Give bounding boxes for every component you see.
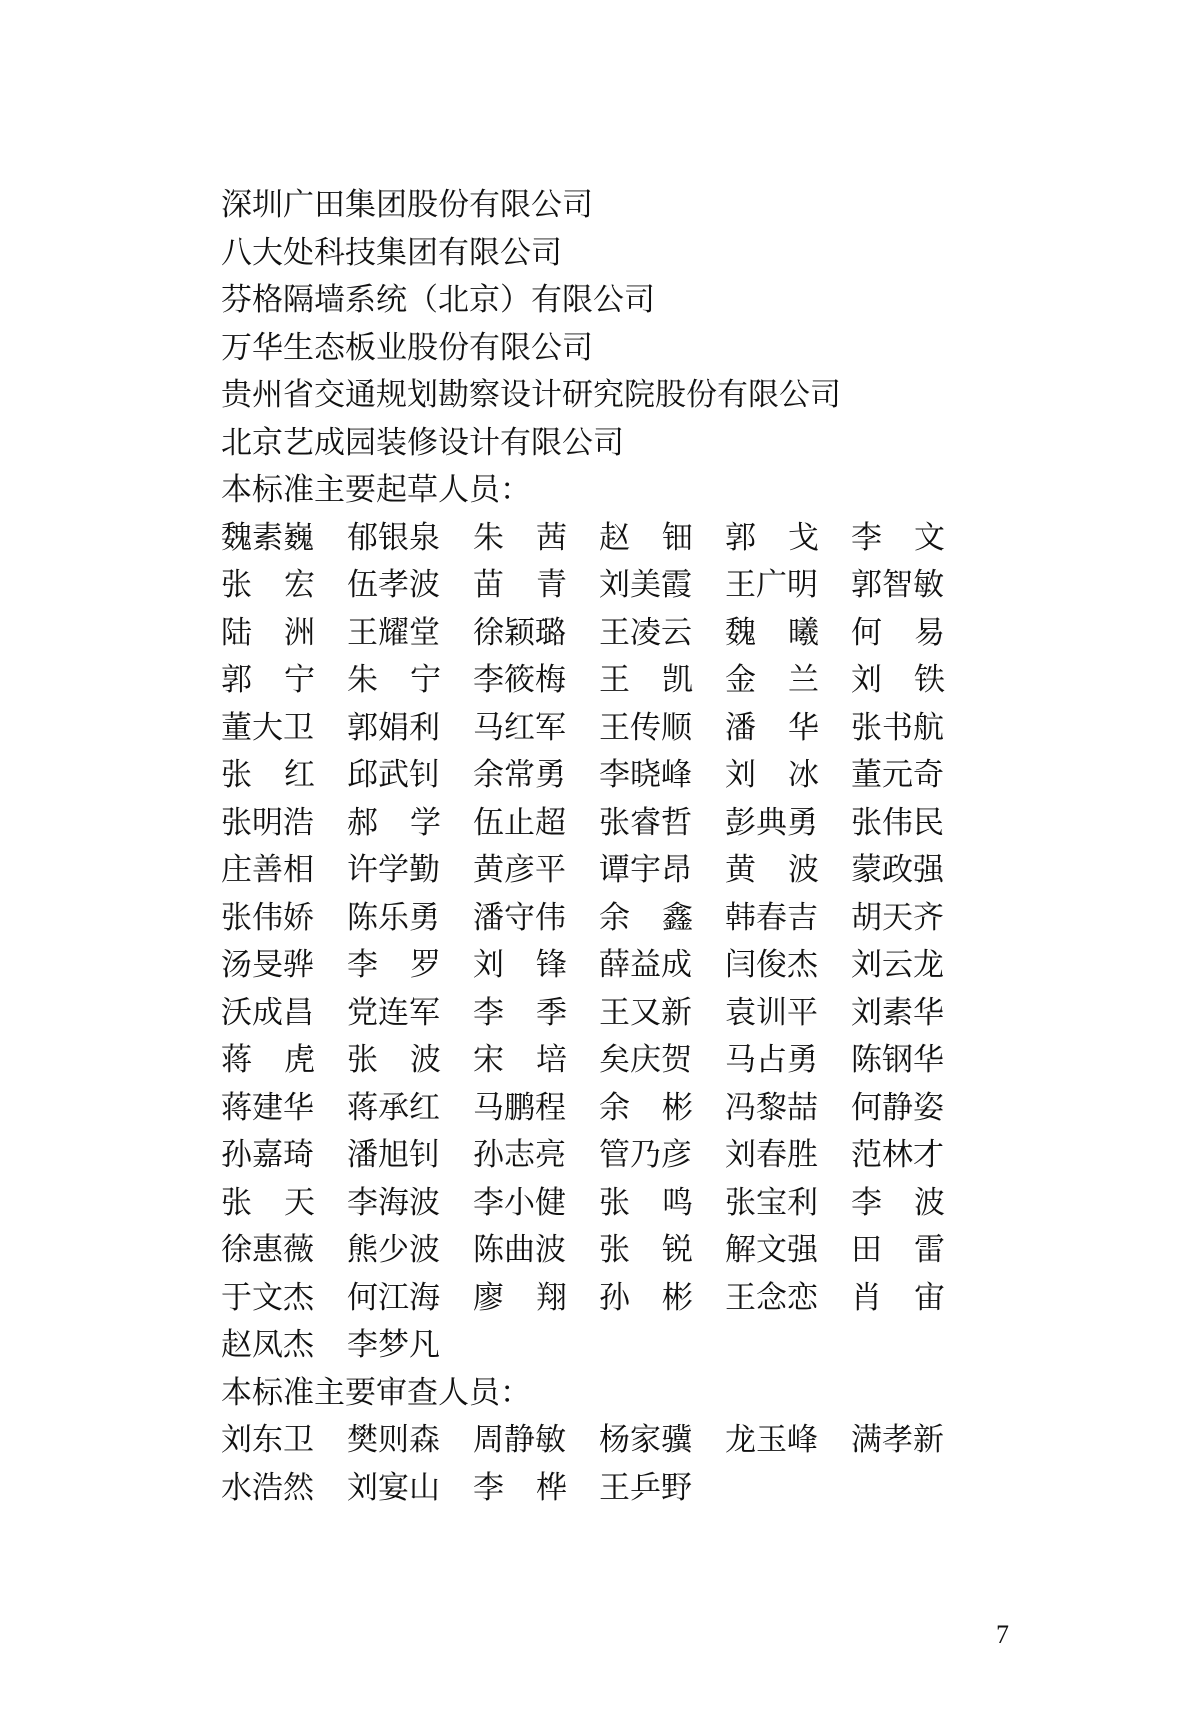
person-name: 周静敏 bbox=[473, 1422, 566, 1458]
company-line: 八大处科技集团有限公司 bbox=[221, 234, 562, 271]
person-name: 郝 学 bbox=[347, 804, 441, 841]
person-name: 张书航 bbox=[851, 709, 944, 746]
drafters-heading: 本标准主要起草人员： bbox=[221, 472, 531, 508]
person-name: 金 兰 bbox=[725, 662, 819, 698]
person-name: 朱 茜 bbox=[473, 519, 567, 556]
person-name: 龙玉峰 bbox=[725, 1422, 818, 1458]
person-name: 孙志亮 bbox=[473, 1137, 566, 1173]
person-name: 李晓峰 bbox=[599, 757, 692, 793]
person-name: 于文杰 bbox=[221, 1279, 314, 1316]
person-name: 王广明 bbox=[725, 567, 818, 603]
person-name: 何江海 bbox=[347, 1279, 440, 1316]
person-name: 陈曲波 bbox=[473, 1232, 566, 1268]
person-name: 矣庆贺 bbox=[599, 1042, 692, 1078]
person-name: 水浩然 bbox=[221, 1469, 314, 1506]
person-name: 袁训平 bbox=[725, 994, 818, 1031]
person-name: 陈钢华 bbox=[851, 1042, 944, 1078]
person-name: 薛益成 bbox=[599, 947, 692, 983]
person-name: 张睿哲 bbox=[599, 804, 692, 841]
person-name: 张 天 bbox=[221, 1184, 315, 1221]
person-name: 肖 宙 bbox=[851, 1279, 945, 1316]
person-name: 蒋承红 bbox=[347, 1089, 440, 1126]
company-line: 万华生态板业股份有限公司 bbox=[221, 329, 593, 366]
person-name: 苗 青 bbox=[473, 567, 567, 603]
person-name: 陈乐勇 bbox=[347, 899, 440, 936]
person-name: 刘东卫 bbox=[221, 1422, 314, 1458]
person-name: 张明浩 bbox=[221, 804, 314, 841]
person-name: 王耀堂 bbox=[347, 614, 440, 651]
person-name: 彭典勇 bbox=[725, 804, 818, 841]
person-name: 刘 锋 bbox=[473, 947, 567, 983]
person-name: 伍孝波 bbox=[347, 567, 440, 603]
person-name: 徐颖璐 bbox=[473, 614, 566, 651]
person-name: 李小健 bbox=[473, 1184, 566, 1221]
company-line: 北京艺成园装修设计有限公司 bbox=[221, 424, 624, 461]
person-name: 黄 波 bbox=[725, 852, 819, 888]
person-name: 韩春吉 bbox=[725, 899, 818, 936]
person-name: 张 红 bbox=[221, 757, 315, 793]
reviewers-heading: 本标准主要审查人员： bbox=[221, 1374, 531, 1411]
person-name: 郭智敏 bbox=[851, 567, 944, 603]
person-name: 刘素华 bbox=[851, 994, 944, 1031]
person-name: 张伟娇 bbox=[221, 899, 314, 936]
person-name: 马占勇 bbox=[725, 1042, 818, 1078]
person-name: 王念恋 bbox=[725, 1279, 818, 1316]
person-name: 孙嘉琦 bbox=[221, 1137, 314, 1173]
person-name: 郭娟利 bbox=[347, 709, 440, 746]
person-name: 赵 钿 bbox=[599, 519, 693, 556]
person-name: 黄彦平 bbox=[473, 852, 566, 888]
person-name: 蒋 虎 bbox=[221, 1042, 315, 1078]
person-name: 管乃彦 bbox=[599, 1137, 692, 1173]
person-name: 闫俊杰 bbox=[725, 947, 818, 983]
person-name: 范林才 bbox=[851, 1137, 944, 1173]
person-name: 李海波 bbox=[347, 1184, 440, 1221]
person-name: 王乒野 bbox=[599, 1469, 692, 1506]
person-name: 马鹏程 bbox=[473, 1089, 566, 1126]
person-name: 郭 宁 bbox=[221, 662, 315, 698]
company-line: 芬格隔墙系统（北京）有限公司 bbox=[221, 282, 655, 318]
person-name: 李 波 bbox=[851, 1184, 945, 1221]
person-name: 伍止超 bbox=[473, 804, 566, 841]
person-name: 王 凯 bbox=[599, 662, 693, 698]
person-name: 刘云龙 bbox=[851, 947, 944, 983]
person-name: 郭 戈 bbox=[725, 519, 819, 556]
person-name: 宋 培 bbox=[473, 1042, 567, 1078]
person-name: 谭宇昂 bbox=[599, 852, 692, 888]
person-name: 冯黎喆 bbox=[725, 1089, 818, 1126]
person-name: 张 宏 bbox=[221, 567, 315, 603]
person-name: 赵凤杰 bbox=[221, 1327, 314, 1363]
person-name: 汤旻骅 bbox=[221, 947, 314, 983]
person-name: 刘 铁 bbox=[851, 662, 945, 698]
person-name: 解文强 bbox=[725, 1232, 818, 1268]
person-name: 余常勇 bbox=[473, 757, 566, 793]
person-name: 庄善相 bbox=[221, 852, 314, 888]
person-name: 朱 宁 bbox=[347, 662, 441, 698]
person-name: 魏素巍 bbox=[221, 519, 314, 556]
person-name: 刘 冰 bbox=[725, 757, 819, 793]
person-name: 熊少波 bbox=[347, 1232, 440, 1268]
company-line: 深圳广田集团股份有限公司 bbox=[221, 187, 593, 223]
person-name: 蒋建华 bbox=[221, 1089, 314, 1126]
person-name: 张 鸣 bbox=[599, 1184, 693, 1221]
person-name: 徐惠薇 bbox=[221, 1232, 314, 1268]
person-name: 胡天齐 bbox=[851, 899, 944, 936]
person-name: 蒙政强 bbox=[851, 852, 944, 888]
person-name: 王凌云 bbox=[599, 614, 692, 651]
document-body bbox=[221, 182, 981, 1512]
person-name: 董元奇 bbox=[851, 757, 944, 793]
person-name: 何 易 bbox=[851, 614, 945, 651]
person-name: 许学勤 bbox=[347, 852, 440, 888]
page-number: 7 bbox=[996, 1620, 1009, 1649]
company-list bbox=[221, 182, 981, 467]
person-name: 樊则森 bbox=[347, 1422, 440, 1458]
person-name: 刘宴山 bbox=[347, 1469, 440, 1506]
reviewers-name-grid bbox=[221, 1417, 981, 1512]
person-name: 王传顺 bbox=[599, 709, 692, 746]
person-name: 孙 彬 bbox=[599, 1279, 693, 1316]
person-name: 陆 洲 bbox=[221, 614, 315, 651]
person-name: 张 波 bbox=[347, 1042, 441, 1078]
person-name: 余 彬 bbox=[599, 1089, 693, 1126]
person-name: 李梦凡 bbox=[347, 1327, 440, 1363]
person-name: 何静姿 bbox=[851, 1089, 944, 1126]
person-name: 廖 翔 bbox=[473, 1279, 567, 1316]
person-name: 李 罗 bbox=[347, 947, 441, 983]
person-name: 王又新 bbox=[599, 994, 692, 1031]
person-name: 李 季 bbox=[473, 994, 567, 1031]
person-name: 刘美霞 bbox=[599, 567, 692, 603]
person-name: 李 文 bbox=[851, 519, 945, 556]
person-name: 潘 华 bbox=[725, 709, 819, 746]
company-line: 贵州省交通规划勘察设计研究院股份有限公司 bbox=[221, 377, 841, 413]
person-name: 马红军 bbox=[473, 709, 566, 746]
person-name: 余 鑫 bbox=[599, 899, 693, 936]
person-name: 满孝新 bbox=[851, 1422, 944, 1458]
person-name: 潘守伟 bbox=[473, 899, 566, 936]
person-name: 张宝利 bbox=[725, 1184, 818, 1221]
person-name: 刘春胜 bbox=[725, 1137, 818, 1173]
person-name: 李筱梅 bbox=[473, 662, 566, 698]
person-name: 党连军 bbox=[347, 994, 440, 1031]
person-name: 邱武钊 bbox=[347, 757, 440, 793]
person-name: 张伟民 bbox=[851, 804, 944, 841]
person-name: 郁银泉 bbox=[347, 519, 440, 556]
person-name: 魏 曦 bbox=[725, 614, 819, 651]
person-name: 董大卫 bbox=[221, 709, 314, 746]
person-name: 张 锐 bbox=[599, 1232, 693, 1268]
person-name: 田 雷 bbox=[851, 1232, 945, 1268]
person-name: 潘旭钊 bbox=[347, 1137, 440, 1173]
drafters-name-grid bbox=[221, 515, 981, 1370]
person-name: 李 桦 bbox=[473, 1469, 567, 1506]
person-name: 沃成昌 bbox=[221, 994, 314, 1031]
person-name: 杨家骥 bbox=[599, 1422, 692, 1458]
